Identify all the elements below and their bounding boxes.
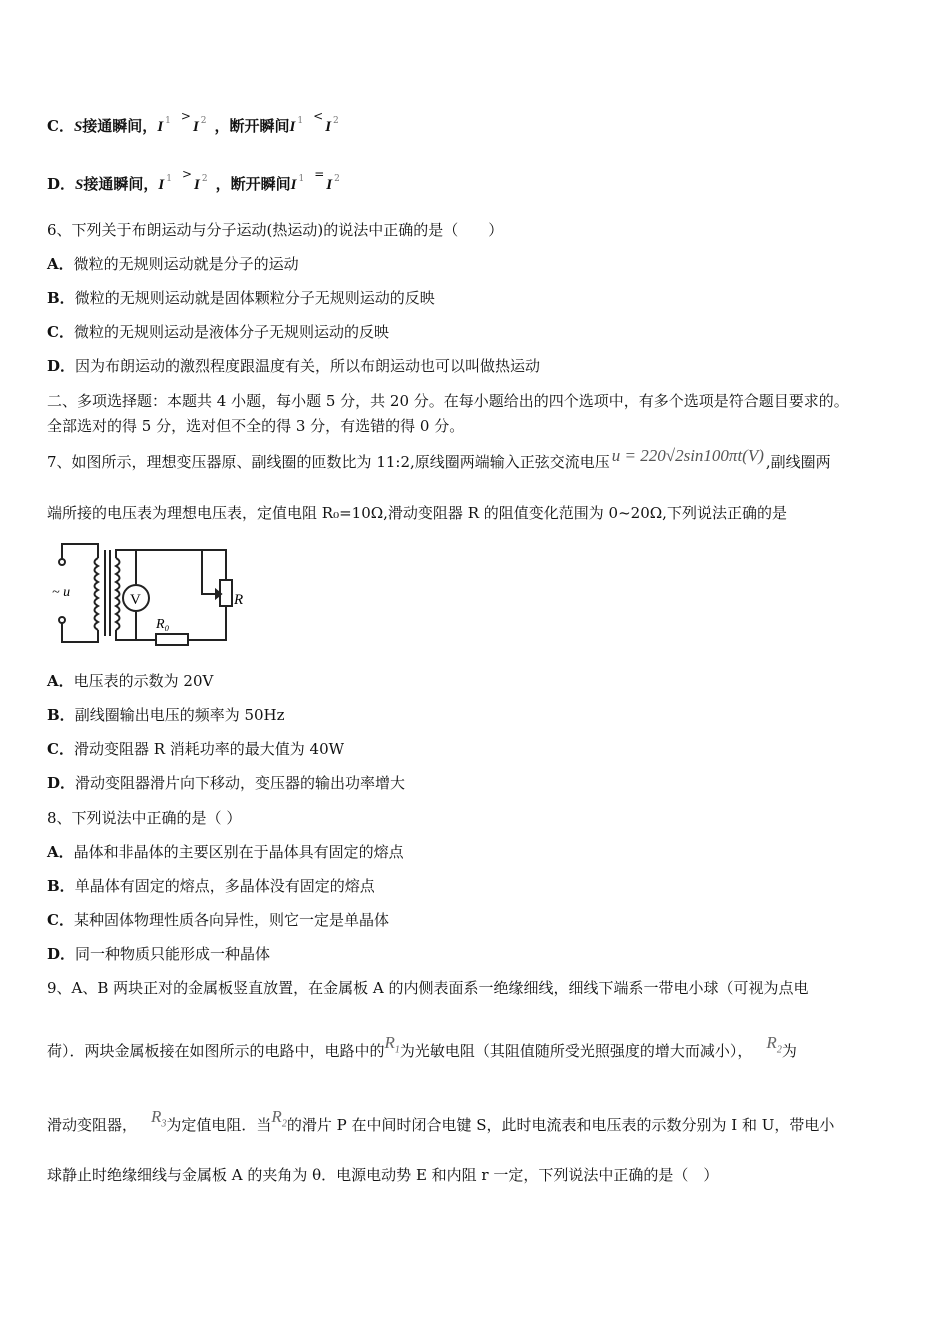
current-i: I bbox=[326, 177, 333, 193]
option-text: 副线圈输出电压的频率为 50Hz bbox=[74, 706, 285, 724]
q9-text: 为 bbox=[781, 1042, 797, 1060]
q7-stem-tail: ,副线圈两 bbox=[765, 453, 831, 471]
current-i: I bbox=[289, 119, 296, 135]
q7-stem-text: 7、如图所示，理想变压器原、副线圈的匝数比为 11:2,原线圈两端输入正弦交流电压 bbox=[47, 453, 610, 471]
terminal-top bbox=[59, 559, 65, 565]
q9-stem-line3 bbox=[47, 1107, 835, 1142]
section2-instructions-line2: 全部选对的得 5 分，选对但不全的得 3 分，有选错的得 0 分。 bbox=[47, 417, 465, 435]
subscript: 1 bbox=[297, 116, 304, 126]
option-label: A． bbox=[47, 843, 74, 861]
option-label: A． bbox=[47, 255, 74, 273]
subscript: 1 bbox=[298, 174, 305, 184]
q5-option-c[interactable] bbox=[47, 109, 347, 139]
q6-option-b[interactable] bbox=[47, 288, 435, 308]
q9-stem-line4: 球静止时绝缘细线与金属板 A 的夹角为 θ．电源电动势 E 和内阻 r 一定，下列说法中正确的是（ ） bbox=[47, 1166, 719, 1184]
q8-option-a[interactable] bbox=[47, 842, 404, 862]
current-i: I bbox=[192, 119, 199, 135]
option-label: D． bbox=[47, 774, 76, 792]
r2-symbol bbox=[766, 1033, 782, 1056]
q9-stem-line2 bbox=[47, 1033, 797, 1068]
option-label: C． bbox=[47, 117, 74, 135]
q9-text: 为定值电阻．当 bbox=[166, 1116, 272, 1134]
secondary-coil bbox=[116, 558, 120, 630]
q9-text: 的滑片 P 在中间时闭合电键 S，此时电流表和电压表的示数分别为 I 和 U，带电小 bbox=[286, 1116, 835, 1134]
q8-option-b[interactable] bbox=[47, 876, 375, 896]
q9-text: 荷）．两块金属板接在如图所示的电路中，电路中的 bbox=[47, 1042, 385, 1060]
option-label: D． bbox=[47, 357, 76, 375]
q7-stem-line2: 端所接的电压表为理想电压表，定值电阻 R₀=10Ω,滑动变阻器 R 的阻值变化范围为 0~20Ω,下列说法正确的是 bbox=[47, 504, 787, 522]
q6-option-c[interactable] bbox=[47, 322, 389, 342]
voltmeter-label: V bbox=[130, 592, 141, 608]
option-label: B． bbox=[47, 706, 75, 724]
q7-transformer-circuit-figure bbox=[50, 540, 250, 650]
r-letter: R bbox=[384, 1033, 395, 1052]
option-label: A． bbox=[47, 672, 74, 690]
subscript: 1 bbox=[165, 116, 171, 126]
option-label: C． bbox=[47, 911, 74, 929]
option-text: 某种固体物理性质各向异性，则它一定是单晶体 bbox=[73, 911, 389, 929]
current-i: I bbox=[325, 119, 332, 135]
option-text: 接通瞬间， bbox=[82, 117, 158, 135]
operator: = bbox=[314, 167, 325, 181]
q7-option-c[interactable] bbox=[47, 739, 344, 759]
q5-option-d[interactable] bbox=[47, 167, 348, 197]
r0-label: R₀ bbox=[156, 617, 170, 632]
subscript: 2 bbox=[200, 116, 207, 126]
r-letter: R bbox=[766, 1033, 777, 1052]
option-text: 微粒的无规则运动是液体分子无规则运动的反映 bbox=[73, 323, 389, 341]
subscript: 1 bbox=[166, 174, 172, 184]
current-i: I bbox=[158, 177, 165, 193]
option-text: 接通瞬间， bbox=[83, 175, 159, 193]
option-text: 因为布朗运动的激烈程度跟温度有关，所以布朗运动也可以叫做热运动 bbox=[75, 357, 541, 375]
option-text: 滑动变阻器 R 消耗功率的最大值为 40W bbox=[73, 740, 345, 758]
q8-stem: 8、下列说法中正确的是（ ） bbox=[47, 809, 242, 827]
option-text: 单晶体有固定的熔点，多晶体没有固定的熔点 bbox=[74, 877, 375, 895]
r1-symbol bbox=[384, 1033, 400, 1056]
operator: > bbox=[181, 167, 193, 181]
switch-s: S bbox=[73, 119, 83, 135]
option-text: 微粒的无规则运动就是分子的运动 bbox=[73, 255, 299, 273]
option-text: 滑动变阻器滑片向下移动，变压器的输出功率增大 bbox=[75, 774, 406, 792]
subscript: 2 bbox=[334, 174, 340, 184]
option-text: ，断开瞬间 bbox=[215, 175, 291, 193]
current-i: I bbox=[194, 177, 200, 193]
option-text: 微粒的无规则运动就是固体颗粒分子无规则运动的反映 bbox=[74, 289, 435, 307]
operator: > bbox=[180, 109, 191, 123]
option-label: C． bbox=[47, 740, 74, 758]
terminal-bottom bbox=[59, 617, 65, 623]
r3-symbol bbox=[151, 1107, 167, 1130]
q7-stem-line1 bbox=[47, 446, 831, 472]
operator: < bbox=[313, 109, 324, 123]
option-label: B． bbox=[47, 289, 75, 307]
option-label: D． bbox=[47, 175, 76, 193]
q7-option-a[interactable] bbox=[47, 671, 213, 691]
primary-coil bbox=[95, 558, 99, 630]
option-label: C． bbox=[47, 323, 74, 341]
r-subscript: 1 bbox=[394, 1044, 400, 1056]
r-letter: R bbox=[151, 1107, 162, 1126]
r-label: R bbox=[234, 592, 244, 608]
option-text: 晶体和非晶体的主要区别在于晶体具有固定的熔点 bbox=[73, 843, 404, 861]
option-text: 同一种物质只能形成一种晶体 bbox=[75, 945, 271, 963]
current-i: I bbox=[290, 177, 297, 193]
r2-symbol bbox=[271, 1107, 287, 1130]
resistor-r0 bbox=[156, 634, 188, 645]
r-subscript: 3 bbox=[161, 1118, 167, 1130]
subscript: 2 bbox=[201, 174, 208, 184]
q8-option-c[interactable] bbox=[47, 910, 389, 930]
q6-option-a[interactable] bbox=[47, 254, 299, 274]
option-label: B． bbox=[47, 877, 75, 895]
q7-option-b[interactable] bbox=[47, 705, 285, 725]
q7-option-d[interactable] bbox=[47, 773, 405, 793]
q6-option-d[interactable] bbox=[47, 356, 540, 376]
rheostat-r bbox=[220, 580, 232, 606]
source-label: ~ u bbox=[52, 585, 71, 600]
r-subscript: 2 bbox=[281, 1118, 287, 1130]
current-i: I bbox=[157, 119, 164, 135]
option-text: ，断开瞬间 bbox=[214, 117, 290, 135]
q9-text: 滑动变阻器， bbox=[47, 1116, 138, 1134]
option-label: D． bbox=[47, 945, 76, 963]
q9-text: 为光敏电阻（其阻值随所受光照强度的增大而减小）， bbox=[399, 1042, 753, 1060]
q8-option-d[interactable] bbox=[47, 944, 270, 964]
q6-stem: 6、下列关于布朗运动与分子运动(热运动)的说法中正确的是（ ） bbox=[47, 221, 504, 239]
r-subscript: 2 bbox=[776, 1044, 782, 1056]
subscript: 2 bbox=[333, 116, 339, 126]
switch-s: S bbox=[75, 177, 84, 193]
option-text: 电压表的示数为 20V bbox=[73, 672, 214, 690]
section2-instructions-line1: 二、多项选择题：本题共 4 小题，每小题 5 分，共 20 分。在每小题给出的四个选项中，有多个选项是符合题目要求的。 bbox=[47, 392, 849, 410]
r-letter: R bbox=[271, 1107, 282, 1126]
q9-stem-line1: 9、A、B 两块正对的金属板竖直放置，在金属板 A 的内侧表面系一绝缘细线，细线下端系一带电小球（可视为点电 bbox=[47, 979, 809, 997]
q7-voltage-formula: u = 220√2sin100πt(V) bbox=[611, 446, 764, 465]
